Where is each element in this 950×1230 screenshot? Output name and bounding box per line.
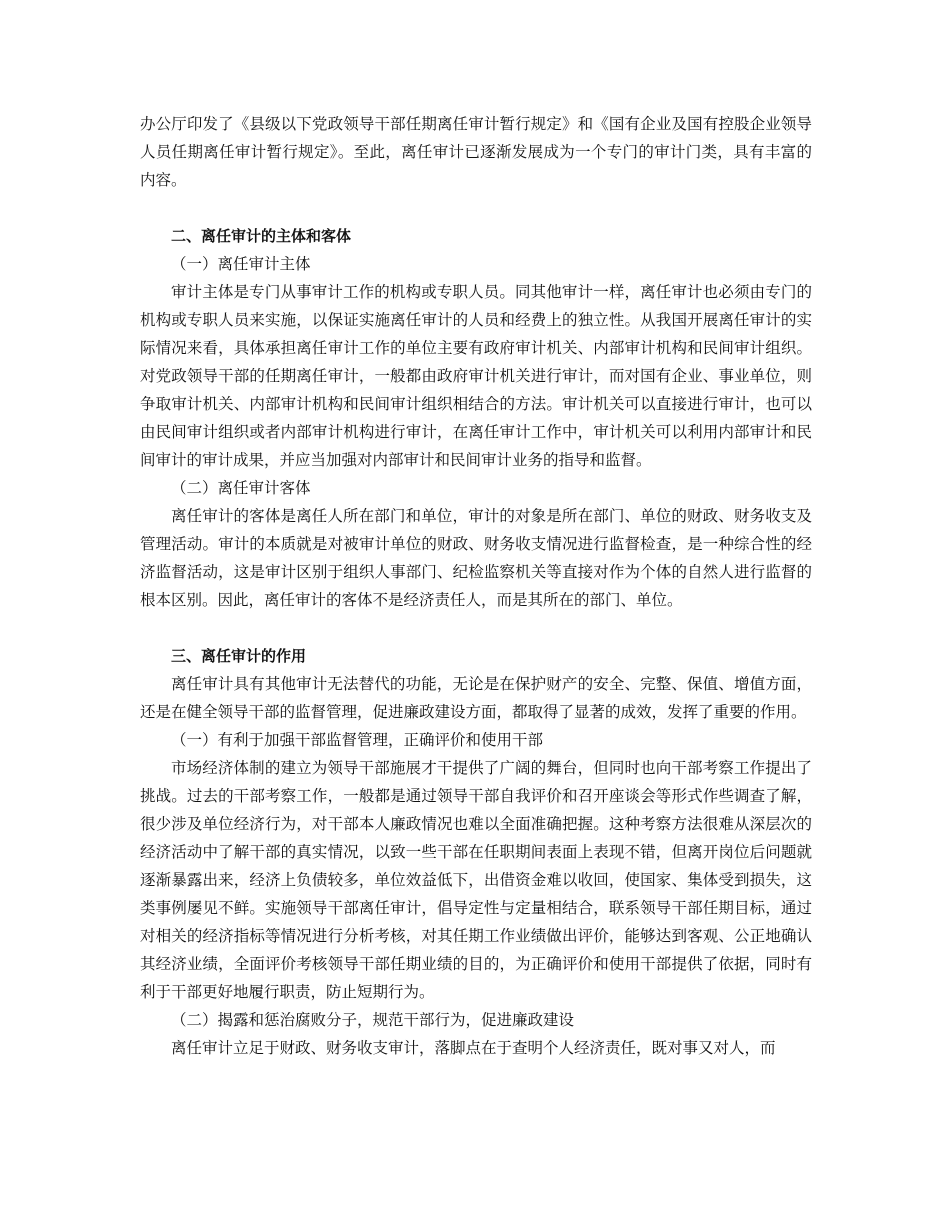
section-2-subheading-1: （一）离任审计主体	[171, 255, 311, 273]
spacer	[140, 614, 812, 642]
section-3-heading: 三、离任审计的作用	[171, 647, 307, 665]
section-2-sub-1-body: 审计主体是专门从事审计工作的机构或专职人员。同其他审计一样，离任审计也必须由专门的机构或专职人员来实施，以保证实施离任审计的人员和经费上的独立性。从我国开展离任审计的实际情况来看，具体承担离任审计工作的单位主要有政府审计机关、内部审计机构和民间审计组织。对党政领导干部的任期离任审计，一般都由政府审计机关进行审计，而对国有企业、事业单位，则争取审计机关、内部审计机构和民间审计组织相结合的方法。审计机关可以直接进行审计，也可以由民间审计组织或者内部审计机构进行审计，在离任审计工作中，审计机关可以利用内部审计和民间审计的审计成果，并应当加强对内部审计和民间审计业务的指导和监督。	[140, 283, 812, 469]
section-2-sub-2-body: 离任审计的客体是离任人所在部门和单位，审计的对象是所在部门、单位的财政、财务收支及管理活动。审计的本质就是对被审计单位的财政、财务收支情况进行监督检查，是一种综合性的经济监督活动，这是审计区别于组织人事部门、纪检监察机关等直接对作为个体的自然人进行监督的根本区别。因此，离任审计的客体不是经济责任人，而是其所在的部门、单位。	[140, 507, 812, 609]
section-3-subheading-1: （一）有利于加强干部监督管理，正确评价和使用干部	[171, 731, 544, 749]
section-3-subheading-2: （二）揭露和惩治腐败分子，规范干部行为，促进廉政建设	[171, 1011, 575, 1029]
intro-paragraph: 办公厅印发了《县级以下党政领导干部任期离任审计暂行规定》和《国有企业及国有控股企业领导人员任期离任审计暂行规定》。至此，离任审计已逐渐发展成为一个专门的审计门类，具有丰富的内容。	[140, 115, 812, 189]
section-3-sub-1-body: 市场经济体制的建立为领导干部施展才干提供了广阔的舞台，但同时也向干部考察工作提出了挑战。过去的干部考察工作，一般都是通过领导干部自我评价和召开座谈会等形式作些调查了解，很少涉及单位经济行为，对干部本人廉政情况也难以全面准确把握。这种考察方法很难从深层次的经济活动中了解干部的真实情况，以致一些干部在任职期间表面上表现不错，但离开岗位后问题就逐渐暴露出来，经济上负债较多，单位效益低下，出借资金难以收回，使国家、集体受到损失，这类事例屡见不鲜。实施领导干部离任审计，倡导定性与定量相结合，联系领导干部任期目标，通过对相关的经济指标等情况进行分析考核，对其任期工作业绩做出评价，能够达到客观、公正地确认其经济业绩，全面评价考核领导干部任期业绩的目的，为正确评价和使用干部提供了依据，同时有利于干部更好地履行职责，防止短期行为。	[140, 759, 812, 1001]
section-2-heading: 二、离任审计的主体和客体	[171, 227, 352, 245]
section-2-subheading-2: （二）离任审计客体	[171, 479, 311, 497]
section-3-sub-2-body: 离任审计立足于财政、财务收支审计，落脚点在于查明个人经济责任，既对事又对人，而	[171, 1039, 776, 1057]
section-3-body: 离任审计具有其他审计无法替代的功能，无论是在保护财产的安全、完整、保值、增值方面，还是在健全领导干部的监督管理，促进廉政建设方面，都取得了显著的成效，发挥了重要的作用。	[140, 675, 812, 721]
document-page	[140, 110, 812, 1062]
spacer	[140, 194, 812, 222]
